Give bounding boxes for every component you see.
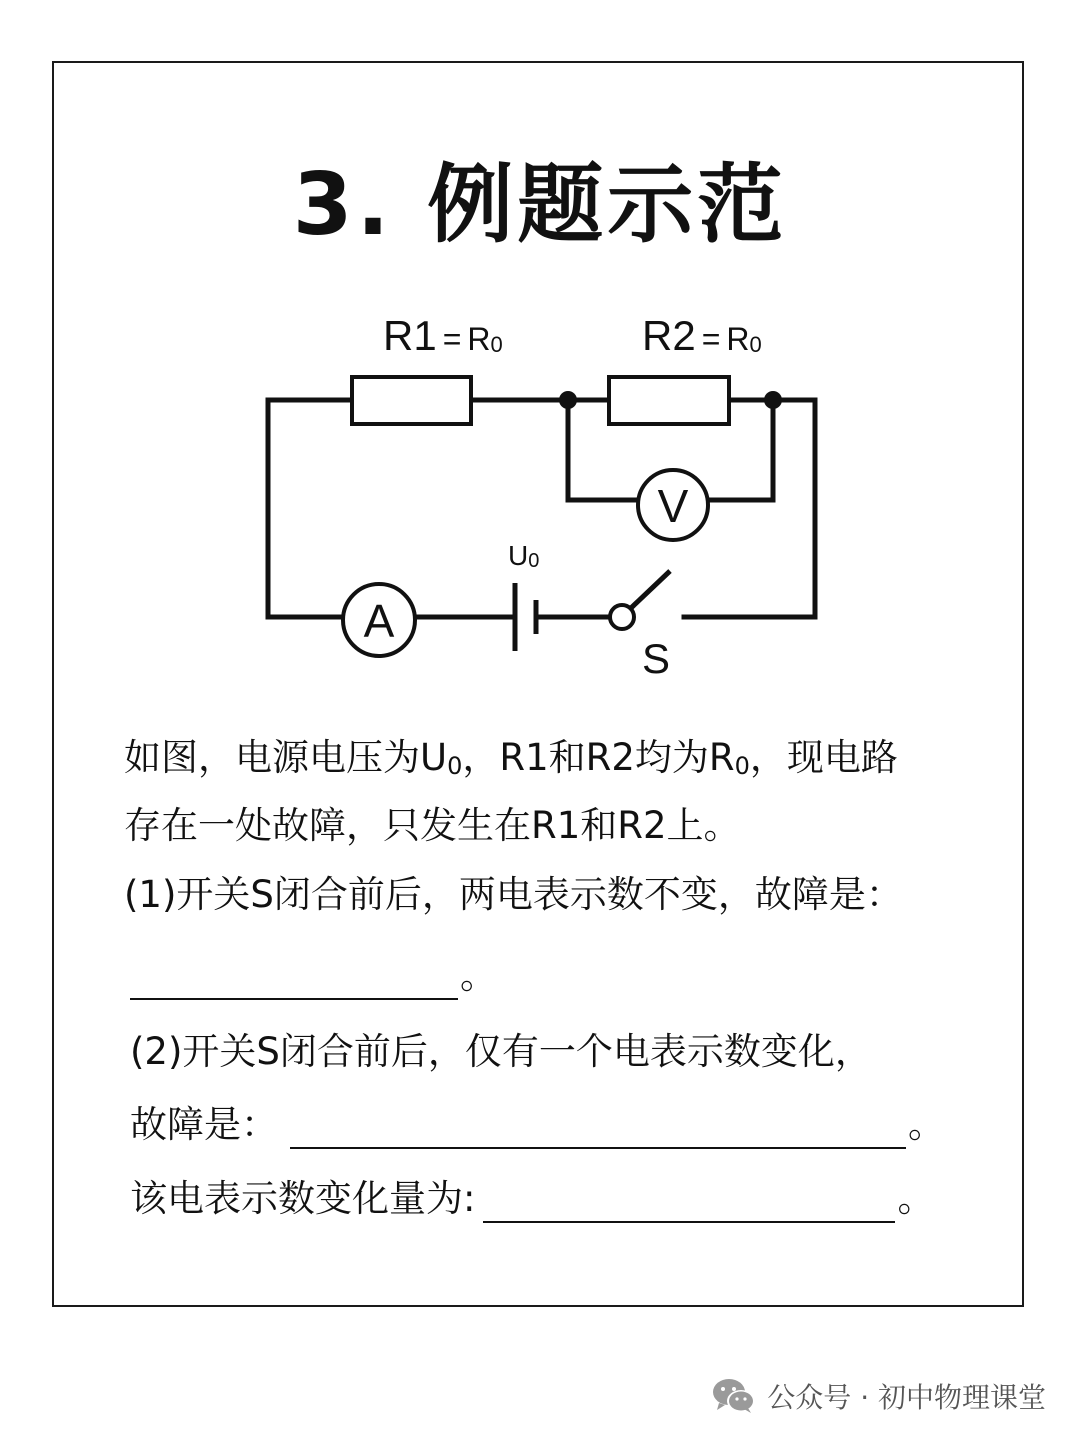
question-1-answer-blank[interactable] bbox=[130, 964, 458, 1000]
wechat-icon bbox=[711, 1376, 757, 1416]
source-voltage-label bbox=[508, 540, 539, 572]
r1-label: R1 bbox=[383, 312, 437, 359]
r2-label: R2 bbox=[642, 312, 696, 359]
question-2-fault-label: 故障是： bbox=[130, 1103, 278, 1146]
problem-line-1 bbox=[124, 734, 898, 790]
junction-right bbox=[764, 391, 782, 409]
page-title: 3. 例题示范 bbox=[292, 155, 788, 255]
problem-line-1-part-3: ，现电路 bbox=[749, 736, 898, 779]
question-1-answer-end: 。 bbox=[460, 954, 497, 997]
question-1: (1)开关S闭合前后，两电表示数不变，故障是： bbox=[124, 873, 903, 916]
r1-value-label bbox=[383, 312, 503, 359]
source-symbol: U bbox=[508, 540, 529, 571]
circuit-diagram bbox=[0, 0, 1080, 700]
resistor-r2 bbox=[609, 377, 729, 424]
ammeter-label: A bbox=[363, 595, 395, 647]
question-2-change-label: 该电表示数变化量为: bbox=[130, 1177, 476, 1220]
question-2-fault-row bbox=[130, 1101, 945, 1149]
question-2-fault-end: 。 bbox=[908, 1103, 945, 1146]
resistor-r1 bbox=[352, 377, 471, 424]
r2-r-symbol: R bbox=[726, 321, 750, 357]
source-subscript: 0 bbox=[528, 550, 540, 572]
problem-line-2: 存在一处故障，只发生在R1和R2上。 bbox=[124, 804, 741, 847]
problem-line-1-part-2: ，R1和R2均为R bbox=[462, 736, 735, 779]
problem-line-1-part-1: 如图，电源电压为U bbox=[124, 736, 448, 779]
question-2-change-blank[interactable] bbox=[483, 1187, 895, 1223]
r2-equals: = bbox=[701, 321, 721, 357]
r2-value-label bbox=[642, 312, 762, 359]
question-2: (2)开关S闭合前后，仅有一个电表示数变化， bbox=[130, 1030, 872, 1073]
r2-r-subscript: 0 bbox=[749, 332, 762, 357]
question-2-change-row bbox=[130, 1175, 934, 1223]
switch-lever bbox=[631, 571, 670, 608]
problem-line-1-sub-2: 0 bbox=[734, 752, 750, 780]
switch-label: S bbox=[641, 635, 671, 682]
question-1-answer-row bbox=[130, 952, 497, 1000]
question-2-change-end: 。 bbox=[897, 1177, 935, 1220]
voltmeter-label: V bbox=[657, 480, 689, 532]
footer-text: 公众号 · 初中物理课堂 bbox=[767, 1381, 1046, 1414]
switch-pivot bbox=[610, 605, 634, 629]
footer-watermark bbox=[711, 1366, 1046, 1426]
question-2-fault-blank[interactable] bbox=[290, 1113, 906, 1149]
problem-line-1-sub-1: 0 bbox=[447, 752, 463, 780]
r1-equals: = bbox=[442, 321, 462, 357]
junction-left bbox=[559, 391, 577, 409]
r1-r-symbol: R bbox=[467, 321, 491, 357]
r1-r-subscript: 0 bbox=[490, 332, 503, 357]
